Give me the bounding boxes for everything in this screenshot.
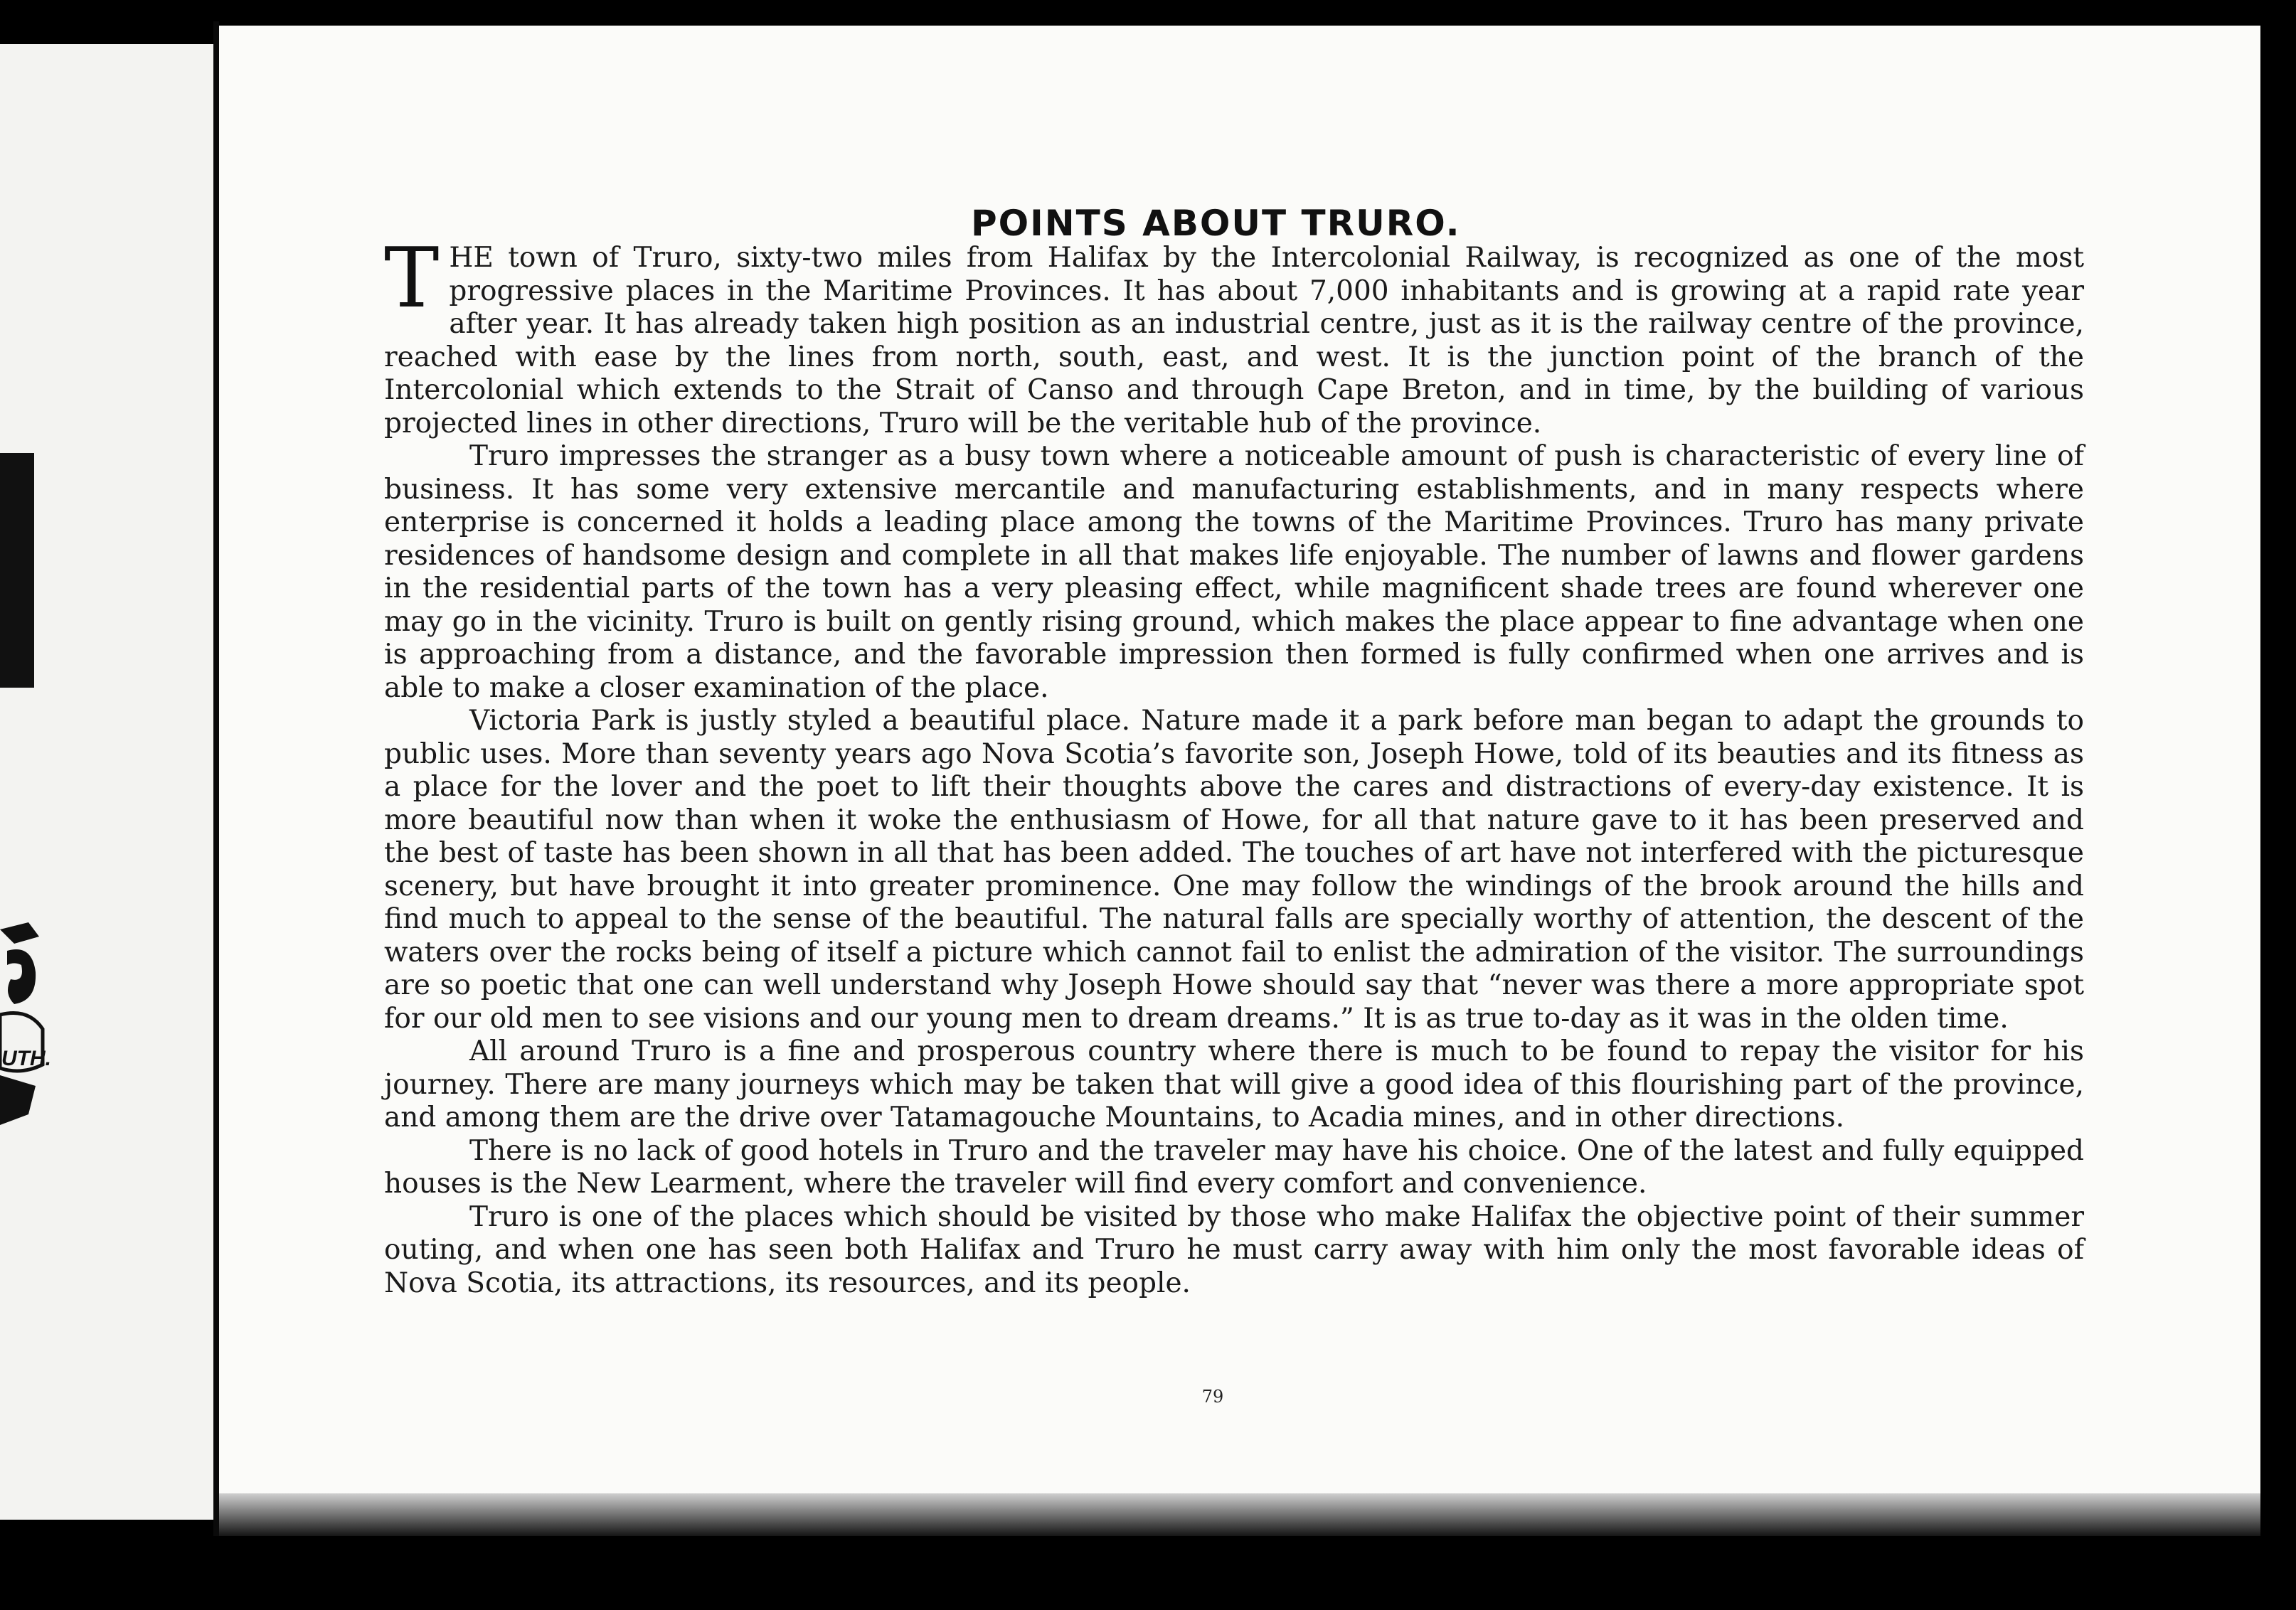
page-title: POINTS ABOUT TRURO.	[971, 203, 1461, 244]
article-body	[384, 230, 2084, 1300]
left-page-illustration-fragment	[0, 922, 50, 1125]
left-page	[0, 44, 213, 1520]
left-page-photo-strip	[0, 453, 34, 688]
article-paragraph: All around Truro is a fine and prosperous country where there is much to be found to repay the visitor for his journey. There are many journeys which may be taken that will give a good idea of this flourishing part of the province, and among them are the drive over Tatamagouche Mountains, to Acadia mines, and in other directions.	[384, 1035, 2084, 1134]
article-paragraph: Truro is one of the places which should be visited by those who make Halifax the objective point of their summer outing, and when one has seen both Halifax and Truro he must carry away with him only the most favorable ideas of Nova Scotia, its attractions, its resources, and its people.	[384, 1200, 2084, 1299]
left-page-fragment-text: UTH.	[1, 1047, 51, 1070]
article-paragraph: There is no lack of good hotels in Truro and the traveler may have his choice. One of the latest and fully equipped houses is the New Learment, where the traveler will find every comfort and convenience.	[384, 1134, 2084, 1200]
drop-cap: T	[384, 230, 440, 326]
article-paragraph: Victoria Park is justly styled a beautiful place. Nature made it a park before man began to adapt the grounds to public uses. More than seventy years ago Nova Scotia’s favorite son, Joseph Howe, told of its beauties and its fitness as a place for the lover and the poet to lift their thoughts above the cares and distractions of every-day existence. It is more beautiful now than when it woke the enthusiasm of Howe, for all that nature gave to it has been preserved and the best of taste has been shown in all that has been added. The touches of art have not interfered with the picturesque scenery, but have brought it into greater prominence. One may follow the windings of the brook around the hills and find much to appeal to the sense of the beautiful. The natural falls are specially worthy of attention, the descent of the waters over the rocks being of itself a picture which cannot fail to enlist the admiration of the visitor. The surroundings are so poetic that one can well understand why Joseph Howe should say that “never was there a more appropriate spot for our old men to see visions and our young men to dream dreams.” It is as true to-day as it was in the olden time.	[384, 705, 2084, 1035]
page-number: 79	[1201, 1387, 1224, 1407]
page-bottom-edge	[219, 1493, 2260, 1536]
paragraph-text: HE town of Truro, sixty-two miles from Halifax by the Intercolonial Railway, is recognized as one of the most progressive places in the Maritime Provinces. It has about 7,000 inhabitants and is growing at a rapid rate year after year. It has already taken high position as an industrial centre, just as it is the railway centre of the province, reached with ease by the lines from north, south, east, and west. It is the junction point of the branch of the Intercolonial which extends to the Strait of Canso and through Cape Breton, and in time, by the building of various projected lines in other directions, Truro will be the veritable hub of the province.	[384, 242, 2084, 439]
article-paragraph: Truro impresses the stranger as a busy town where a noticeable amount of push is characteristic of every line of business. It has some very extensive mercantile and manufacturing establishments, and in many respects where enterprise is concerned it holds a leading place among the towns of the Maritime Provinces. Truro has many private residences of handsome design and complete in all that makes life enjoyable. The number of lawns and flower gardens in the residential parts of the town has a very pleasing effect, while magnificent shade trees are found wherever one may go in the vicinity. Truro is built on gently rising ground, which makes the place appear to fine advantage when one is approaching from a distance, and the favorable impression then formed is fully confirmed when one arrives and is able to make a closer examination of the place.	[384, 440, 2084, 704]
article-paragraph	[384, 230, 2084, 440]
book-gutter	[213, 21, 219, 1536]
